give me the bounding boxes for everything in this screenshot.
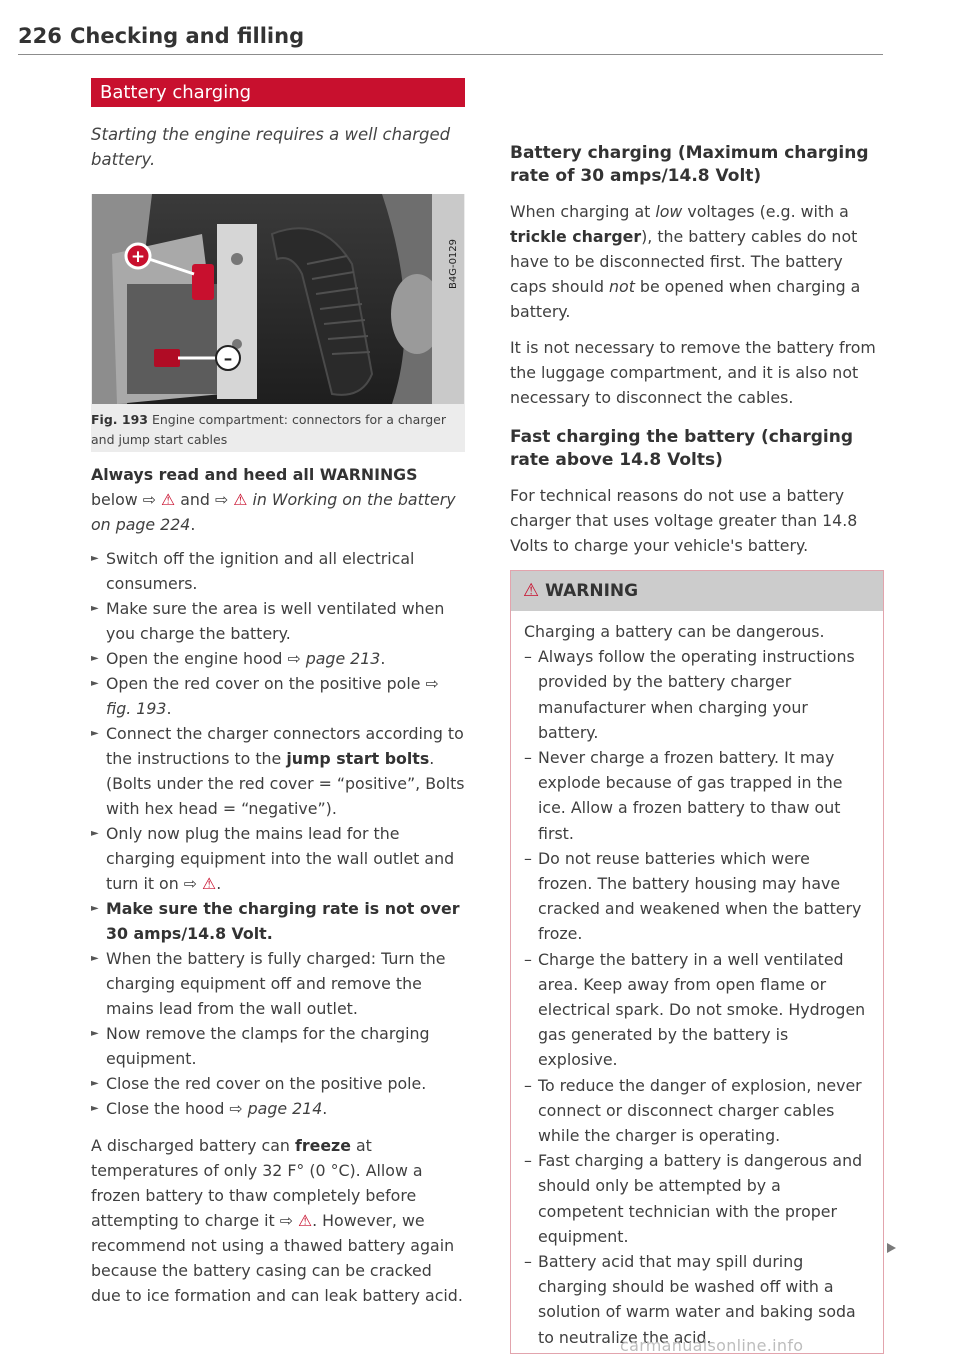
step-item — [91, 1071, 465, 1096]
figure-ref-link[interactable]: ⇨ fig. 193 — [106, 674, 439, 718]
warnings-ref-and: and — [175, 490, 215, 509]
figure-code: B4G-0129 — [448, 238, 459, 290]
warning-item: – Do not reuse batteries which were frozen. The battery housing may have cracked and weakened when the battery froze. — [524, 846, 867, 947]
section-title: Battery charging — [91, 78, 465, 107]
continue-arrow-icon — [887, 1243, 896, 1253]
warning-triangle-icon[interactable]: ⚠ — [233, 490, 248, 509]
engine-compartment-photo — [92, 194, 464, 404]
step-item — [91, 646, 465, 671]
freeze-text: at temperatures of only 32 F° (0 °C). Allow a frozen battery to thaw completely before attempting to charge it ⇨ — [91, 1136, 423, 1230]
freeze-bold: freeze — [294, 1136, 351, 1155]
fast-charging-paragraph: For technical reasons do not use a battery charger that uses voltage greater than 14.8 Volts to charge your vehicle's battery. — [510, 486, 858, 555]
step-text: Open the engine hood — [106, 649, 288, 668]
warnings-ref-link[interactable]: in Working on the battery on page 224 — [91, 490, 456, 534]
slow-charging-heading: Battery charging (Maximum charging rate of 30 amps/14.8 Volt) — [510, 143, 869, 186]
chapter-title: Checking and filling — [70, 24, 305, 48]
step-item — [91, 1021, 465, 1071]
warning-item: – Fast charging a battery is dangerous and should only be attempted by a competent technician with the proper equipment. — [524, 1148, 867, 1249]
ref-arrow-icon: ⇨ — [214, 490, 229, 509]
step-end: . — [166, 699, 172, 718]
warnings-ref-lead: Always read and heed all WARNINGS — [91, 465, 418, 484]
plus-symbol: + — [130, 247, 146, 267]
page-number: 226 — [18, 24, 62, 48]
step-text: Make sure the area is well ventilated when you charge the battery. — [106, 599, 445, 643]
warning-list — [524, 644, 867, 1350]
freeze-text: . However, we recommend not using a thawed battery again because the battery casing can be cracked due to ice formation and can leak battery acid. — [91, 1211, 463, 1305]
step-bold: jump start bolts — [286, 749, 430, 768]
figure-label: Fig. 193 — [91, 412, 148, 427]
step-end: . — [216, 874, 222, 893]
minus-symbol: – — [223, 349, 233, 369]
section-intro: Starting the engine requires a well charged battery. — [91, 125, 451, 169]
step-item — [91, 546, 465, 596]
step-bold: Make sure the charging rate is not over 30 amps/14.8 Volt. — [106, 899, 460, 943]
step-item — [91, 596, 465, 646]
warning-item: – Battery acid that may spill during charging should be washed off with a solution of warm water and baking soda to neutralize the acid. — [524, 1249, 867, 1350]
procedure-steps — [91, 546, 465, 1121]
step-text: Switch off the ignition and all electrical consumers. — [106, 549, 415, 593]
slow-text: be opened when charging a battery. — [510, 277, 861, 321]
step-end: . — [380, 649, 386, 668]
step-text: Close the red cover on the positive pole. — [106, 1074, 427, 1093]
warning-item: – Always follow the operating instructions provided by the battery charger manufacturer when charging your battery. — [524, 644, 867, 745]
ref-arrow-icon: ⇨ — [142, 490, 157, 509]
step-text: Close the hood — [106, 1099, 230, 1118]
step-item — [91, 1096, 465, 1121]
warnings-ref-rest: below — [91, 490, 138, 509]
warning-box — [510, 570, 884, 1354]
slow-italic: low — [655, 202, 683, 221]
warning-title: WARNING — [545, 581, 639, 601]
watermark: carmanualsonline.info — [620, 1336, 804, 1355]
step-text: Now remove the clamps for the charging equipment. — [106, 1024, 430, 1068]
warning-body — [511, 611, 883, 1353]
figure-caption — [91, 404, 465, 450]
warning-intro: Charging a battery can be dangerous. — [524, 622, 825, 641]
warning-header — [511, 571, 883, 611]
page-ref-link[interactable]: ⇨ page 214 — [229, 1099, 323, 1118]
step-text: Open the red cover on the positive pole — [106, 674, 426, 693]
page-ref-link[interactable]: ⇨ page 213 — [287, 649, 381, 668]
step-text: . (Bolts under the red cover = “positive”, Bolts with hex head = “negative”). — [106, 749, 465, 818]
warning-triangle-icon[interactable]: ⚠ — [297, 1211, 313, 1230]
warning-item: – Never charge a frozen battery. It may explode because of gas trapped in the ice. Allow a frozen battery to thaw out first. — [524, 745, 867, 846]
step-text: Connect the charger connectors according to the instructions to the — [106, 724, 464, 768]
fast-charging-heading: Fast charging the battery (charging rate above 14.8 Volts) — [510, 427, 854, 470]
left-column — [91, 78, 465, 1308]
slow-italic: not — [609, 277, 635, 296]
figure-caption-text: Engine compartment: connectors for a charger and jump start cables — [91, 412, 447, 447]
warning-item: – To reduce the danger of explosion, never connect or disconnect charger cables while the charger is operating. — [524, 1073, 867, 1149]
slow-text: When charging at — [510, 202, 656, 221]
step-item — [91, 946, 465, 1021]
warnings-reference — [91, 462, 465, 537]
step-item — [91, 896, 465, 946]
step-text: When the battery is fully charged: Turn the charging equipment off and remove the mains lead from the wall outlet. — [106, 949, 446, 1018]
slow-text: ), the battery cables do not have to be disconnected first. The battery caps should — [510, 227, 858, 296]
figure-193 — [91, 194, 465, 452]
slow-bold: trickle charger — [510, 227, 642, 246]
freeze-text: A discharged battery can — [91, 1136, 295, 1155]
step-end: . — [322, 1099, 328, 1118]
right-column — [510, 78, 882, 1354]
warnings-ref-end: . — [190, 515, 196, 534]
step-item — [91, 721, 465, 821]
step-text: Only now plug the mains lead for the charging equipment into the wall outlet and turn it on ⇨ — [106, 824, 455, 893]
step-item — [91, 821, 465, 896]
slow-text: voltages (e.g. with a — [682, 202, 849, 221]
page-header — [18, 22, 883, 55]
slow-charging-paragraph-2: It is not necessary to remove the battery from the luggage compartment, and it is also not necessary to disconnect the cables. — [510, 338, 876, 407]
warning-triangle-icon[interactable]: ⚠ — [161, 490, 176, 509]
step-item — [91, 671, 465, 721]
slow-charging-paragraph — [510, 199, 882, 324]
warning-item: – Charge the battery in a well ventilated area. Keep away from open flame or electrical spark. Do not smoke. Hydrogen gas generated by the battery is explosive. — [524, 947, 867, 1073]
freeze-paragraph — [91, 1133, 465, 1308]
warning-triangle-icon: ⚠ — [523, 580, 540, 601]
warning-triangle-icon[interactable]: ⚠ — [202, 874, 217, 893]
